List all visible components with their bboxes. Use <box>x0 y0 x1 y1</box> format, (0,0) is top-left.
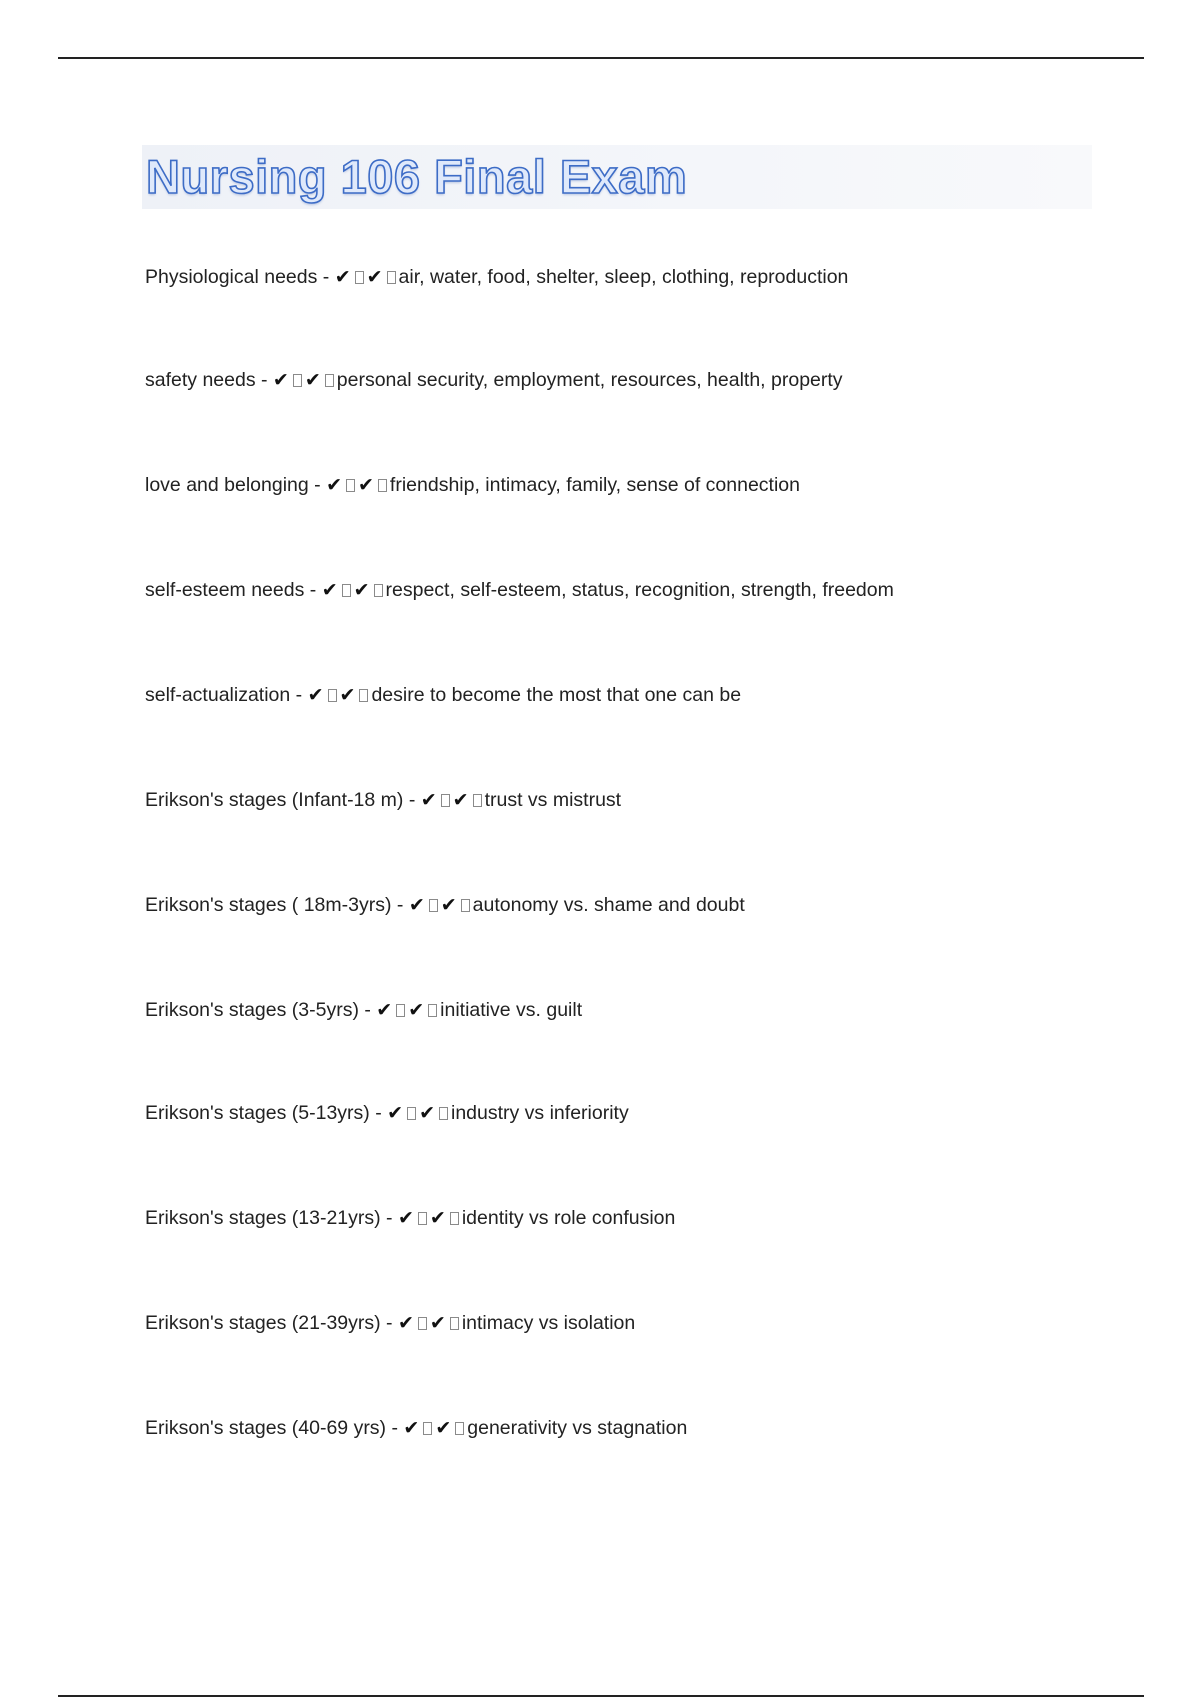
entry-item <box>145 787 621 813</box>
entry-definition: initiative vs. guilt <box>440 999 583 1021</box>
check-icon: ✔ <box>397 1207 414 1229</box>
entry-item <box>145 682 741 708</box>
box-glyph-icon <box>439 1107 448 1120</box>
entry-term: self-actualization <box>145 684 291 706</box>
check-icon: ✔ <box>376 999 393 1021</box>
check-icon: ✔ <box>334 266 351 288</box>
entry-item <box>145 577 894 603</box>
entry-definition: friendship, intimacy, family, sense of connection <box>389 474 800 496</box>
box-glyph-icon <box>346 479 355 492</box>
check-icon: ✔ <box>440 894 457 916</box>
box-glyph-icon <box>396 1004 405 1017</box>
entry-item <box>145 1100 629 1126</box>
entry-term: Erikson's stages (5-13yrs) <box>145 1102 370 1124</box>
entry-separator: - <box>403 789 421 811</box>
entry-item <box>145 892 745 918</box>
box-glyph-icon <box>473 794 482 807</box>
entry-term: Erikson's stages (40-69 yrs) <box>145 1417 387 1439</box>
box-glyph-icon <box>450 1212 459 1225</box>
entry-definition: industry vs inferiority <box>450 1102 629 1124</box>
check-icon: ✔ <box>397 1312 414 1334</box>
box-glyph-icon <box>450 1317 459 1330</box>
entry-separator: - <box>391 894 409 916</box>
entry-item <box>145 472 800 498</box>
entry-definition: identity vs role confusion <box>461 1207 676 1229</box>
entry-separator: - <box>358 999 377 1021</box>
box-glyph-icon <box>359 689 368 702</box>
check-icon: ✔ <box>403 1417 420 1439</box>
box-glyph-icon <box>429 899 438 912</box>
entry-item <box>145 264 848 290</box>
check-icon: ✔ <box>326 474 342 496</box>
box-glyph-icon <box>418 1317 427 1330</box>
entry-separator: - <box>317 266 335 288</box>
document-title: Nursing 106 Final Exam <box>146 150 688 203</box>
check-icon: ✔ <box>366 266 383 288</box>
entry-definition: respect, self-esteem, status, recognition, strength, freedom <box>385 579 894 601</box>
check-icon: ✔ <box>358 474 374 496</box>
box-glyph-icon <box>418 1212 427 1225</box>
check-icon: ✔ <box>353 579 370 601</box>
entry-term: Physiological needs <box>145 266 318 288</box>
check-icon: ✔ <box>420 789 437 811</box>
check-icon: ✔ <box>435 1417 452 1439</box>
check-icon: ✔ <box>452 789 469 811</box>
entry-separator: - <box>369 1102 388 1124</box>
entry-term: self-esteem needs <box>145 579 305 601</box>
box-glyph-icon <box>293 374 302 387</box>
entry-separator: - <box>380 1207 398 1229</box>
entry-separator: - <box>386 1417 404 1439</box>
entry-term: Erikson's stages (21-39yrs) <box>145 1312 381 1334</box>
box-glyph-icon <box>355 271 364 284</box>
box-glyph-icon <box>325 374 334 387</box>
entry-item <box>145 997 582 1023</box>
entry-term: Erikson's stages (13-21yrs) <box>145 1207 381 1229</box>
check-icon: ✔ <box>307 684 324 706</box>
entry-separator: - <box>290 684 308 706</box>
box-glyph-icon <box>328 689 337 702</box>
box-glyph-icon <box>455 1422 464 1435</box>
check-icon: ✔ <box>339 684 356 706</box>
entry-term: Erikson's stages ( 18m-3yrs) <box>145 894 392 916</box>
check-icon: ✔ <box>272 369 289 391</box>
check-icon: ✔ <box>429 1207 446 1229</box>
entry-definition: intimacy vs isolation <box>461 1312 636 1334</box>
check-icon: ✔ <box>408 999 425 1021</box>
box-glyph-icon <box>441 794 450 807</box>
check-icon: ✔ <box>304 369 321 391</box>
entry-definition: personal security, employment, resources, health, property <box>336 369 843 391</box>
entry-separator: - <box>308 474 327 496</box>
entry-term: Erikson's stages (Infant-18 m) <box>145 789 404 811</box>
bottom-rule <box>58 1695 1144 1697</box>
box-glyph-icon <box>461 899 470 912</box>
box-glyph-icon <box>423 1422 432 1435</box>
entry-term: safety needs <box>145 369 256 391</box>
check-icon: ✔ <box>429 1312 446 1334</box>
check-icon: ✔ <box>419 1102 435 1124</box>
entry-separator: - <box>304 579 322 601</box>
entry-item <box>145 1310 635 1336</box>
box-glyph-icon <box>378 479 387 492</box>
box-glyph-icon <box>428 1004 437 1017</box>
entry-definition: autonomy vs. shame and doubt <box>472 894 745 916</box>
box-glyph-icon <box>387 271 396 284</box>
box-glyph-icon <box>407 1107 416 1120</box>
top-rule <box>58 57 1144 59</box>
check-icon: ✔ <box>408 894 425 916</box>
entry-item <box>145 367 843 393</box>
entry-separator: - <box>255 369 273 391</box>
entry-definition: trust vs mistrust <box>484 789 622 811</box>
entry-item <box>145 1205 675 1231</box>
entry-definition: air, water, food, shelter, sleep, clothing, reproduction <box>398 266 849 288</box>
entry-term: love and belonging <box>145 474 309 496</box>
box-glyph-icon <box>342 584 351 597</box>
entry-definition: desire to become the most that one can be <box>371 684 742 706</box>
check-icon: ✔ <box>387 1102 404 1124</box>
entry-separator: - <box>380 1312 398 1334</box>
entry-item <box>145 1415 687 1441</box>
entry-term: Erikson's stages (3-5yrs) <box>145 999 359 1021</box>
check-icon: ✔ <box>321 579 338 601</box>
box-glyph-icon <box>374 584 383 597</box>
entry-definition: generativity vs stagnation <box>467 1417 688 1439</box>
